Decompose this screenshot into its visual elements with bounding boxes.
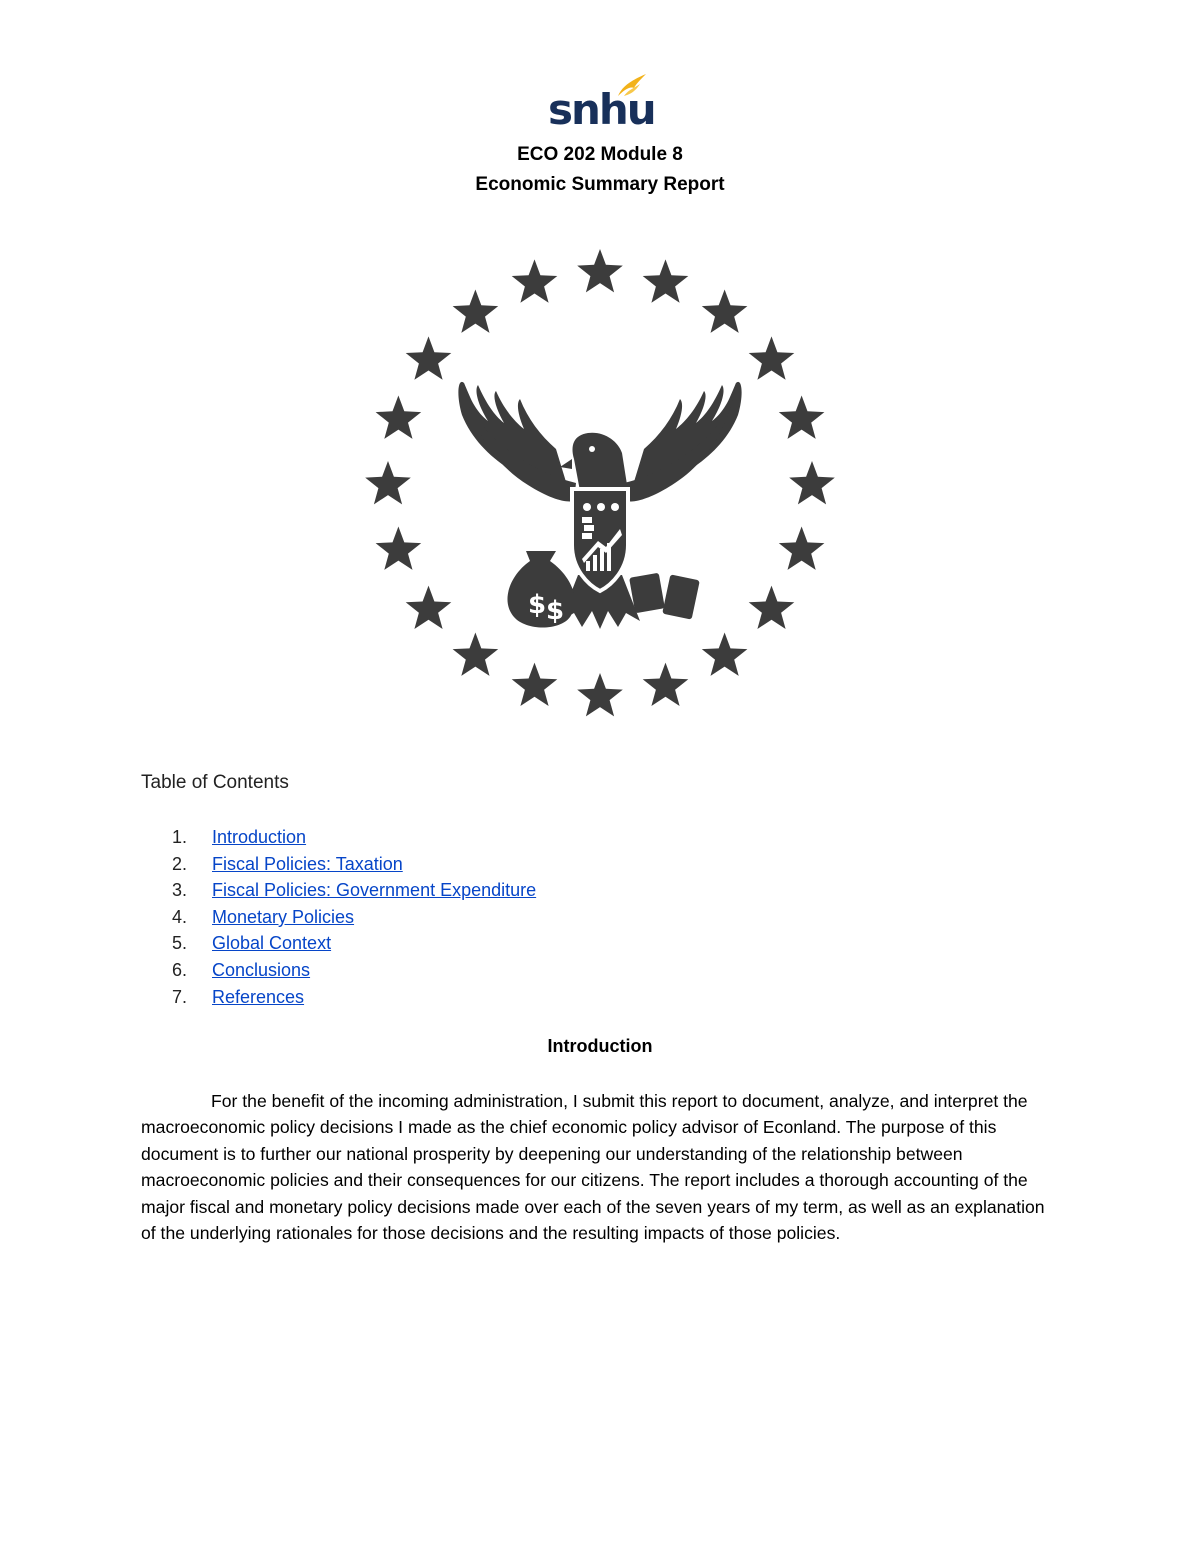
- toc-number: 6.: [172, 959, 188, 980]
- toc-item: [172, 984, 536, 1011]
- document-subtitle: Economic Summary Report: [475, 174, 725, 195]
- toc-link-global-context[interactable]: Global Context: [212, 933, 332, 954]
- toc-link-introduction[interactable]: Introduction: [212, 827, 307, 847]
- star-icon: [643, 259, 689, 302]
- toc-link-government-expenditure[interactable]: Fiscal Policies: Government Expenditure: [212, 880, 537, 901]
- star-icon: [406, 336, 452, 379]
- star-icon: [577, 673, 623, 716]
- star-icon: [512, 259, 558, 302]
- toc-link-taxation[interactable]: Fiscal Policies: Taxation: [212, 853, 403, 874]
- star-icon: [702, 290, 748, 333]
- star-icon: [577, 249, 623, 292]
- document-title: ECO 202 Module 8: [517, 144, 683, 165]
- table-of-contents: [172, 824, 536, 1010]
- toc-number: 4.: [172, 906, 188, 927]
- svg-text:$: $: [546, 596, 565, 626]
- svg-text:$: $: [528, 590, 547, 620]
- toc-item: [172, 877, 536, 904]
- toc-number: 1.: [172, 827, 188, 847]
- logo-wordmark: snhu: [548, 85, 655, 134]
- toc-number: 7.: [172, 986, 188, 1007]
- toc-item: [172, 851, 536, 878]
- star-icon: [365, 461, 411, 504]
- star-icon: [749, 336, 795, 379]
- star-icon: [779, 396, 825, 439]
- snhu-logo: [548, 72, 655, 136]
- star-icon: [779, 527, 825, 570]
- toc-heading: Table of Contents: [141, 772, 289, 793]
- star-icon: [376, 527, 422, 570]
- toc-number: 5.: [172, 933, 188, 954]
- star-icon: [376, 396, 422, 439]
- star-icon: [789, 461, 835, 504]
- toc-link-references[interactable]: References: [212, 986, 305, 1007]
- star-icon: [702, 633, 748, 676]
- eagle-emblem: [360, 245, 840, 725]
- star-icon: [512, 663, 558, 706]
- introduction-heading: Introduction: [547, 1036, 653, 1056]
- introduction-paragraph: For the benefit of the incoming administration, I submit this report to document, analyze, and interpret the macroeconomic policy decisions I made as the chief economic policy advisor of Econland. The purpose of this document is to further our national prosperity by deepening our understanding of the relationship between macroeconomic policies and their consequences for our citizens. The report includes a thorough accounting of the major fiscal and monetary policy decisions made over each of the seven years of my term, as well as an explanation of the underlying rationales for those decisions and the resulting impacts of those policies.: [141, 1091, 1045, 1244]
- star-icon: [643, 663, 689, 706]
- toc-item: [172, 904, 536, 931]
- toc-link-conclusions[interactable]: Conclusions: [212, 959, 311, 980]
- eagle-icon: [458, 382, 741, 629]
- toc-number: 3.: [172, 880, 188, 901]
- star-icon: [749, 586, 795, 629]
- toc-link-monetary-policies[interactable]: Monetary Policies: [212, 906, 355, 927]
- toc-item: [172, 957, 536, 984]
- toc-item: [172, 824, 536, 851]
- toc-number: 2.: [172, 853, 188, 874]
- star-icon: [453, 633, 499, 676]
- star-icon: [406, 586, 452, 629]
- star-icon: [453, 290, 499, 333]
- toc-item: [172, 930, 536, 957]
